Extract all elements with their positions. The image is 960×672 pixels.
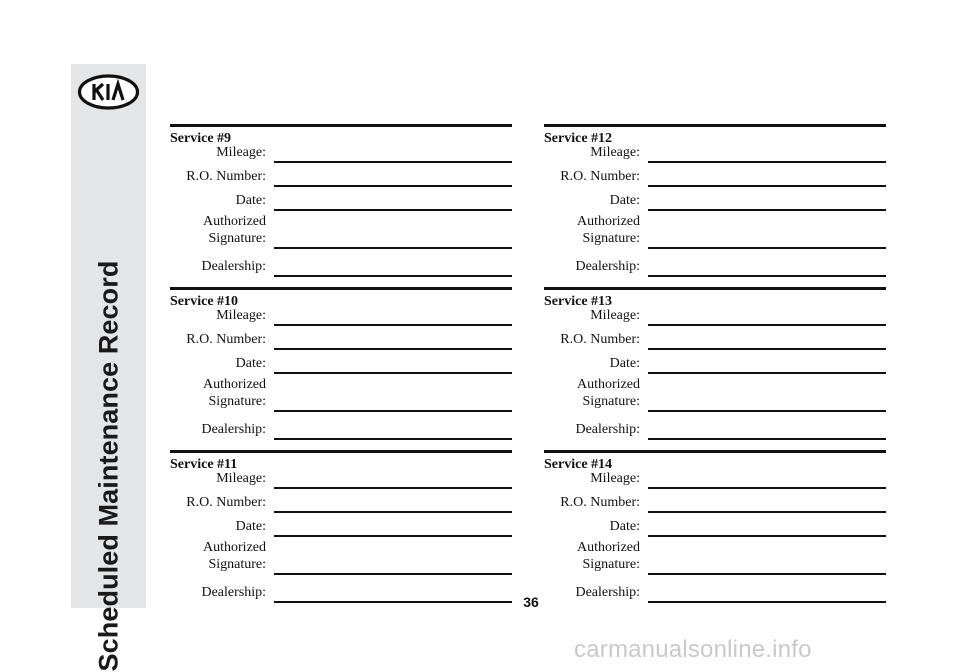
dealership-field bbox=[544, 259, 886, 277]
signature-text: Signature: bbox=[208, 231, 266, 246]
date-line bbox=[648, 209, 886, 211]
ro-number-line bbox=[274, 185, 512, 187]
dealership-field bbox=[170, 422, 512, 440]
service-title: Service #9 bbox=[170, 131, 232, 146]
watermark: carmanualsonline.info bbox=[574, 636, 812, 663]
date-field bbox=[544, 519, 886, 537]
ro-number-field bbox=[170, 332, 512, 350]
authorized-text: Authorized bbox=[203, 540, 266, 555]
service-title: Service #11 bbox=[170, 457, 238, 472]
mileage-field bbox=[544, 308, 886, 326]
ro-number-line bbox=[274, 511, 512, 513]
signature-text: Signature: bbox=[582, 231, 640, 246]
mileage-line bbox=[274, 487, 512, 489]
authorized-text: Authorized bbox=[577, 377, 640, 392]
date-label: Date: bbox=[235, 193, 266, 208]
ro-number-label: R.O. Number: bbox=[560, 332, 640, 347]
service-title: Service #14 bbox=[544, 457, 613, 472]
service-title: Service #12 bbox=[544, 131, 613, 146]
dealership-line bbox=[648, 601, 886, 603]
mileage-label: Mileage: bbox=[590, 308, 640, 323]
mileage-field bbox=[170, 308, 512, 326]
mileage-label: Mileage: bbox=[590, 145, 640, 160]
mileage-line bbox=[648, 324, 886, 326]
signature-field bbox=[544, 540, 886, 575]
authorized-text: Authorized bbox=[577, 540, 640, 555]
ro-number-field bbox=[544, 495, 886, 513]
mileage-label: Mileage: bbox=[216, 308, 266, 323]
ro-number-field bbox=[544, 332, 886, 350]
service-record-14 bbox=[544, 450, 886, 613]
service-record-12 bbox=[544, 124, 886, 287]
signature-text: Signature: bbox=[208, 557, 266, 572]
dealership-label: Dealership: bbox=[201, 585, 266, 600]
date-label: Date: bbox=[235, 356, 266, 371]
page-number: 36 bbox=[523, 594, 539, 610]
service-record-9 bbox=[170, 124, 512, 287]
dealership-label: Dealership: bbox=[575, 422, 640, 437]
sidebar-title: Scheduled Maintenance Record bbox=[93, 260, 124, 672]
ro-number-line bbox=[648, 348, 886, 350]
ro-number-label: R.O. Number: bbox=[186, 495, 266, 510]
signature-field bbox=[544, 214, 886, 249]
dealership-field bbox=[544, 585, 886, 603]
ro-number-label: R.O. Number: bbox=[186, 332, 266, 347]
signature-field bbox=[544, 377, 886, 412]
signature-line bbox=[274, 410, 512, 412]
date-label: Date: bbox=[235, 519, 266, 534]
mileage-field bbox=[544, 145, 886, 163]
date-label: Date: bbox=[609, 356, 640, 371]
mileage-field bbox=[170, 145, 512, 163]
dealership-field bbox=[170, 585, 512, 603]
ro-number-line bbox=[648, 511, 886, 513]
signature-text: Signature: bbox=[582, 394, 640, 409]
dealership-field bbox=[544, 422, 886, 440]
signature-label bbox=[203, 539, 266, 573]
mileage-label: Mileage: bbox=[590, 471, 640, 486]
service-record-13 bbox=[544, 287, 886, 450]
ro-number-label: R.O. Number: bbox=[186, 169, 266, 184]
ro-number-field bbox=[544, 169, 886, 187]
authorized-text: Authorized bbox=[203, 214, 266, 229]
dealership-line bbox=[274, 601, 512, 603]
mileage-line bbox=[274, 324, 512, 326]
dealership-label: Dealership: bbox=[575, 259, 640, 274]
ro-number-label: R.O. Number: bbox=[560, 495, 640, 510]
dealership-line bbox=[648, 438, 886, 440]
date-field bbox=[544, 193, 886, 211]
signature-text: Signature: bbox=[208, 394, 266, 409]
date-line bbox=[274, 209, 512, 211]
service-record-11 bbox=[170, 450, 512, 613]
date-line bbox=[648, 535, 886, 537]
signature-field bbox=[170, 377, 512, 412]
date-field bbox=[544, 356, 886, 374]
signature-line bbox=[274, 573, 512, 575]
kia-logo bbox=[77, 72, 140, 112]
dealership-field bbox=[170, 259, 512, 277]
signature-line bbox=[274, 247, 512, 249]
mileage-line bbox=[648, 161, 886, 163]
authorized-text: Authorized bbox=[577, 214, 640, 229]
mileage-field bbox=[170, 471, 512, 489]
mileage-line bbox=[648, 487, 886, 489]
date-field bbox=[170, 519, 512, 537]
ro-number-line bbox=[274, 348, 512, 350]
signature-label bbox=[203, 213, 266, 247]
date-label: Date: bbox=[609, 519, 640, 534]
date-field bbox=[170, 356, 512, 374]
dealership-line bbox=[274, 438, 512, 440]
dealership-label: Dealership: bbox=[575, 585, 640, 600]
signature-label bbox=[577, 376, 640, 410]
signature-label bbox=[203, 376, 266, 410]
mileage-field bbox=[544, 471, 886, 489]
date-field bbox=[170, 193, 512, 211]
ro-number-label: R.O. Number: bbox=[560, 169, 640, 184]
mileage-label: Mileage: bbox=[216, 145, 266, 160]
dealership-line bbox=[274, 275, 512, 277]
signature-label bbox=[577, 213, 640, 247]
authorized-text: Authorized bbox=[203, 377, 266, 392]
date-line bbox=[274, 372, 512, 374]
signature-label bbox=[577, 539, 640, 573]
dealership-label: Dealership: bbox=[201, 422, 266, 437]
date-line bbox=[648, 372, 886, 374]
ro-number-line bbox=[648, 185, 886, 187]
dealership-line bbox=[648, 275, 886, 277]
service-title: Service #10 bbox=[170, 294, 239, 309]
left-column bbox=[170, 124, 512, 613]
date-label: Date: bbox=[609, 193, 640, 208]
signature-field bbox=[170, 214, 512, 249]
signature-line bbox=[648, 247, 886, 249]
signature-line bbox=[648, 410, 886, 412]
ro-number-field bbox=[170, 495, 512, 513]
ro-number-field bbox=[170, 169, 512, 187]
signature-line bbox=[648, 573, 886, 575]
right-column bbox=[544, 124, 886, 613]
date-line bbox=[274, 535, 512, 537]
mileage-label: Mileage: bbox=[216, 471, 266, 486]
sidebar bbox=[71, 64, 146, 672]
service-record-10 bbox=[170, 287, 512, 450]
signature-field bbox=[170, 540, 512, 575]
service-title: Service #13 bbox=[544, 294, 613, 309]
signature-text: Signature: bbox=[582, 557, 640, 572]
mileage-line bbox=[274, 161, 512, 163]
dealership-label: Dealership: bbox=[201, 259, 266, 274]
